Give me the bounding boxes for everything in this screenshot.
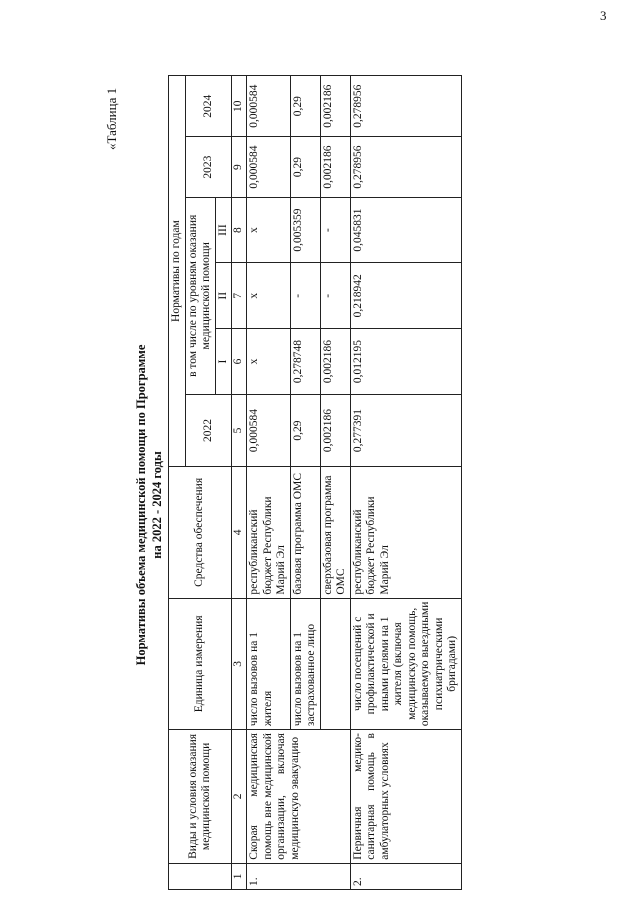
value-2022: 0,277391: [350, 394, 461, 466]
header-2023: 2023: [185, 137, 232, 197]
header-unit: Единица измерения: [169, 598, 232, 729]
header-2024: 2024: [185, 76, 232, 137]
header-funds: Средства обеспечения: [169, 467, 232, 598]
value-level-2: 0,218942: [350, 263, 461, 329]
value-level-3: 0,005359: [290, 197, 320, 263]
value-2023: 0,002186: [320, 137, 350, 197]
header-norms-by-year: Нормативы по годам: [169, 76, 186, 467]
unit-cell: число посещений с профилактической и иными целями на 1 жителя (включая медицинскую помощь, оказываемую выездными психиатрическими бригадами): [350, 598, 461, 729]
column-number-row: [232, 76, 247, 890]
value-2022: 0,29: [290, 394, 320, 466]
value-2023: 0,29: [290, 137, 320, 197]
row-number: 2.: [350, 863, 461, 889]
document-title: [133, 255, 165, 755]
header-index: [169, 863, 232, 889]
value-2022: 0,000584: [247, 394, 291, 466]
table-row: [350, 76, 461, 890]
unit-cell: [320, 598, 350, 729]
header-incl-levels: в том числе по уровням оказания медицинской помощи: [185, 197, 215, 394]
header-types: Виды и условия оказания медицинской помощи: [169, 730, 232, 864]
funds-cell: республиканский бюджет Республики Марий Эл: [350, 467, 461, 598]
column-number: 9: [232, 137, 247, 197]
column-number: 6: [232, 329, 247, 395]
value-level-1: x: [247, 329, 291, 395]
value-level-2: -: [320, 263, 350, 329]
title-line-1: Нормативы объема медицинской помощи по Программе: [134, 344, 148, 666]
care-type: Скорая медицинская помощь вне медицинской организации, включая медицинскую эвакуацию: [247, 730, 351, 864]
column-number: 1: [232, 863, 247, 889]
funds-cell: базовая программа ОМС: [290, 467, 320, 598]
care-type: Первичная медико-санитарная помощь в амбулаторных условиях: [350, 730, 461, 864]
row-number: 1.: [247, 863, 351, 889]
table-label: «Таблица 1: [104, 87, 119, 150]
value-2022: 0,002186: [320, 394, 350, 466]
value-level-1: 0,278748: [290, 329, 320, 395]
value-level-3: 0,045831: [350, 197, 461, 263]
column-number: 10: [232, 76, 247, 137]
value-2024: 0,29: [290, 76, 320, 137]
value-2024: 0,002186: [320, 76, 350, 137]
header-level-3: III: [215, 197, 232, 263]
funds-cell: сверхбазовая программа ОМС: [320, 467, 350, 598]
title-line-2: на 2022 - 2024 годы: [150, 451, 164, 559]
unit-cell: число вызовов на 1 застрахованное лицо: [290, 598, 320, 729]
value-level-2: x: [247, 263, 291, 329]
value-2023: 0,278956: [350, 137, 461, 197]
table-row: [247, 76, 291, 890]
column-number: 2: [232, 730, 247, 864]
column-number: 4: [232, 467, 247, 598]
value-level-1: 0,012195: [350, 329, 461, 395]
column-number: 5: [232, 394, 247, 466]
column-number: 3: [232, 598, 247, 729]
column-number: 8: [232, 197, 247, 263]
unit-cell: число вызовов на 1 жителя: [247, 598, 291, 729]
funds-cell: республиканский бюджет Республики Марий Эл: [247, 467, 291, 598]
header-2022: 2022: [185, 394, 232, 466]
page-number: 3: [600, 8, 607, 23]
header-level-2: II: [215, 263, 232, 329]
header-level-1: I: [215, 329, 232, 395]
value-level-1: 0,002186: [320, 329, 350, 395]
value-2024: 0,000584: [247, 76, 291, 137]
column-number: 7: [232, 263, 247, 329]
value-level-2: -: [290, 263, 320, 329]
value-level-3: x: [247, 197, 291, 263]
value-2023: 0,000584: [247, 137, 291, 197]
norms-table: [168, 75, 462, 890]
value-2024: 0,278956: [350, 76, 461, 137]
value-level-3: -: [320, 197, 350, 263]
